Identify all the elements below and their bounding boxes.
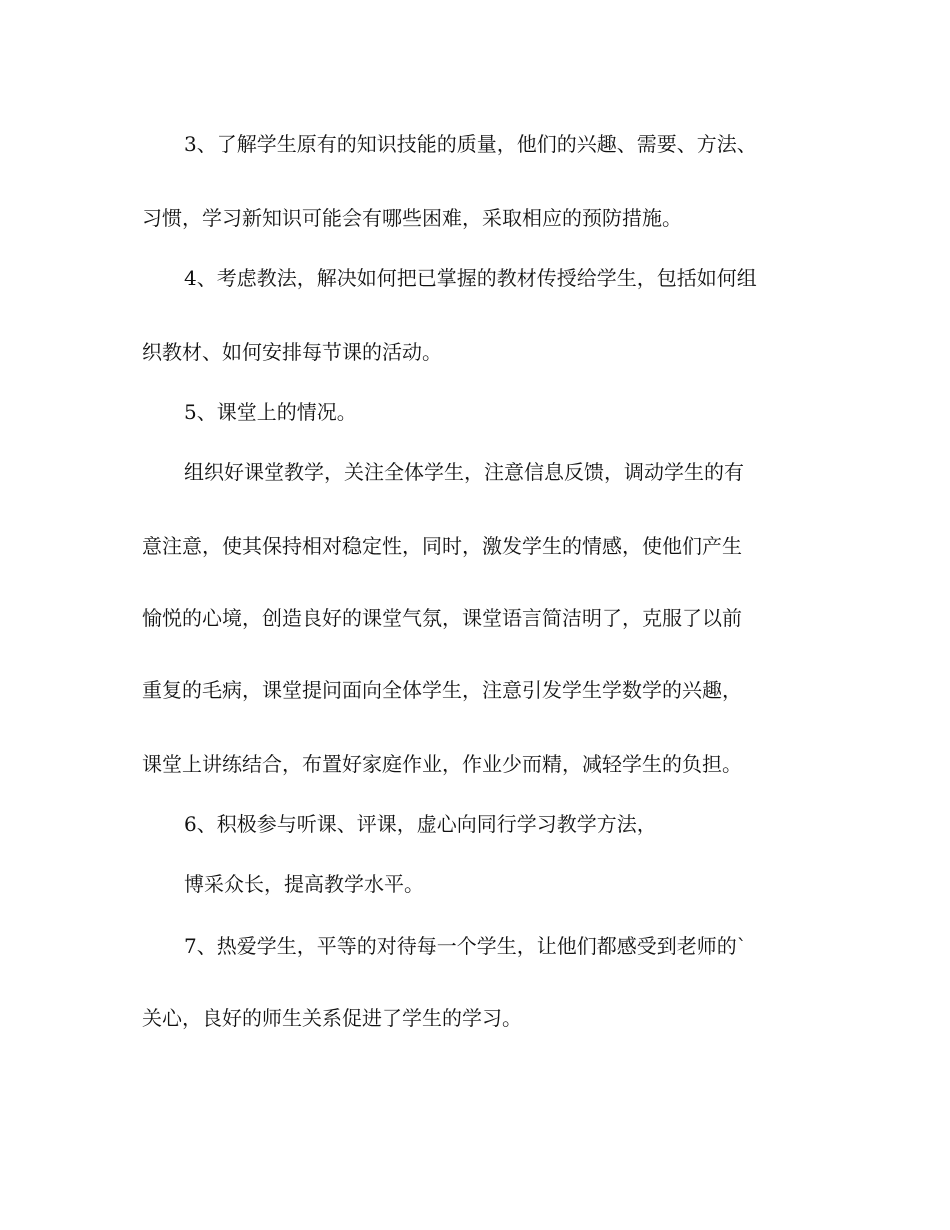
paragraph-line: 博采众长，提高教学水平。 [184, 872, 424, 896]
paragraph-line: 6、积极参与听课、评课，虚心向同行学习教学方法， [184, 812, 657, 836]
paragraph-line: 重复的毛病，课堂提问面向全体学生，注意引发学生学数学的兴趣， [142, 678, 742, 702]
paragraph-line: 习惯，学习新知识可能会有哪些困难，采取相应的预防措施。 [142, 206, 682, 230]
paragraph-line: 3、了解学生原有的知识技能的质量，他们的兴趣、需要、方法、 [184, 132, 757, 156]
paragraph-line: 意注意，使其保持相对稳定性，同时，激发学生的情感，使他们产生 [142, 534, 742, 558]
paragraph-line: 关心，良好的师生关系促进了学生的学习。 [142, 1006, 522, 1030]
paragraph-line: 组织好课堂教学，关注全体学生，注意信息反馈，调动学生的有 [184, 460, 744, 484]
paragraph-line: 5、课堂上的情况。 [184, 400, 357, 424]
paragraph-line: 课堂上讲练结合，布置好家庭作业，作业少而精，减轻学生的负担。 [142, 752, 742, 776]
paragraph-line: 4、考虑教法，解决如何把已掌握的教材传授给学生，包括如何组 [184, 266, 757, 290]
paragraph-line: 7、热爱学生，平等的对待每一个学生，让他们都感受到老师的` [184, 934, 747, 958]
paragraph-line: 愉悦的心境，创造良好的课堂气氛，课堂语言简洁明了，克服了以前 [142, 606, 742, 630]
paragraph-line: 织教材、如何安排每节课的活动。 [142, 340, 442, 364]
